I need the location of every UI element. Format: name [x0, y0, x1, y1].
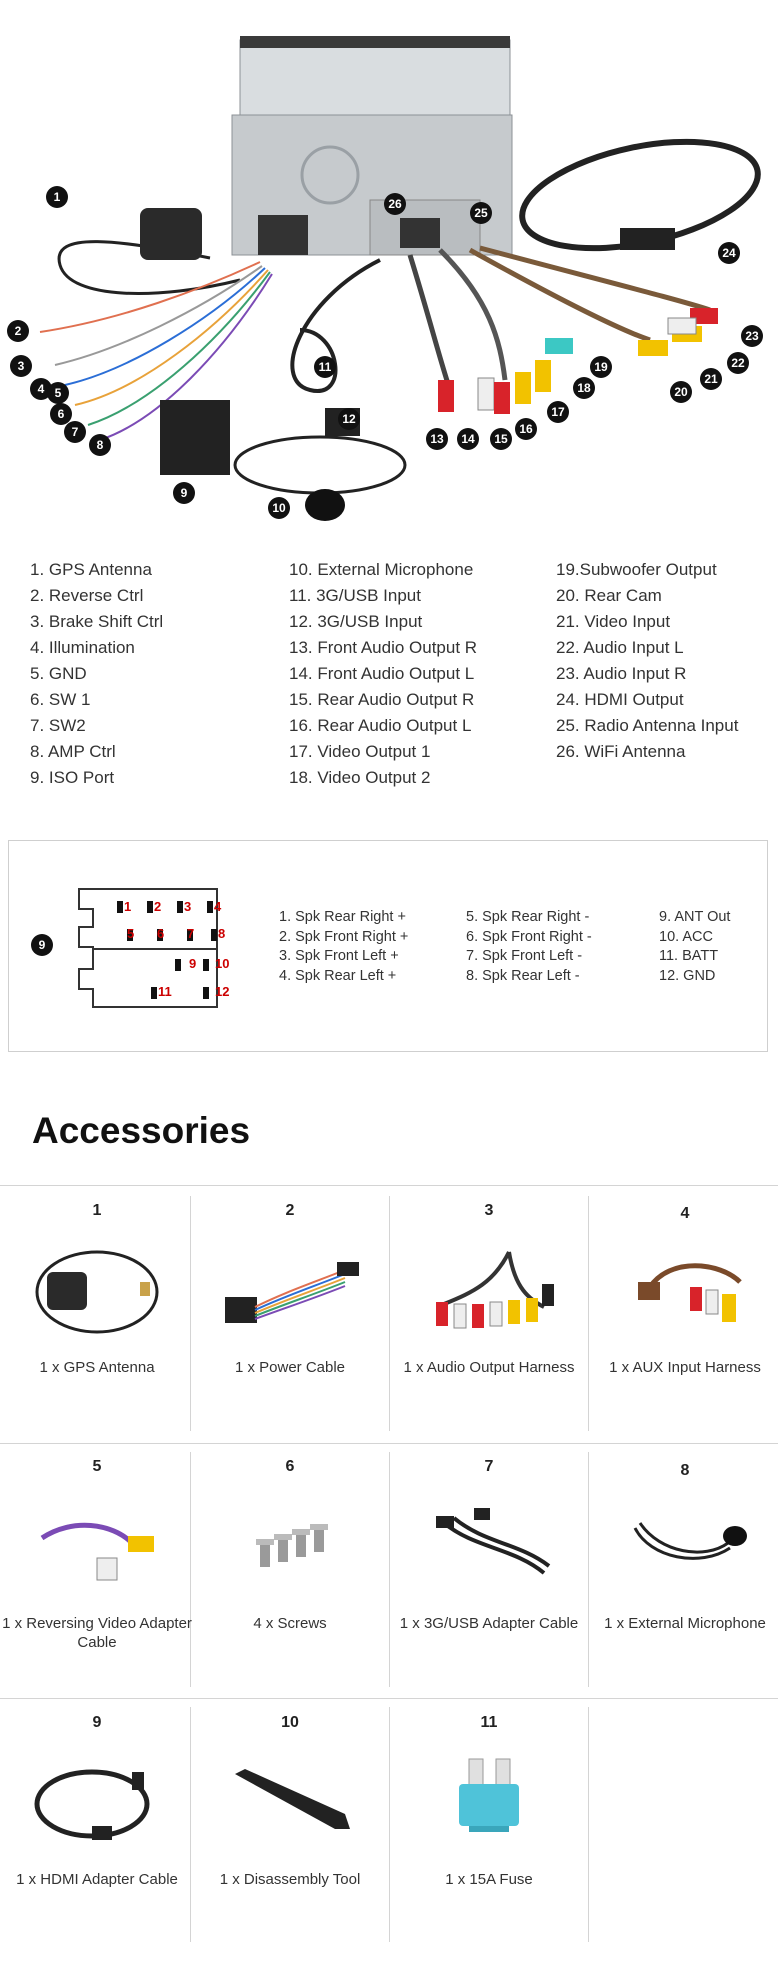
- hdmi-cable-icon: [22, 1744, 172, 1854]
- callout-badge: 16: [515, 418, 537, 440]
- pin-label: 4: [214, 899, 222, 914]
- callout-badge: 12: [338, 408, 360, 430]
- legend-item: 21. Video Input: [556, 612, 671, 631]
- iso-legend-item: 4. Spk Rear Left +: [279, 967, 397, 984]
- accessory-number: 11: [480, 1714, 498, 1731]
- callout-badge: 3: [10, 355, 32, 377]
- callout-badge: 23: [741, 325, 763, 347]
- legend-item: 7. SW2: [30, 716, 86, 735]
- callout-badge: 15: [490, 428, 512, 450]
- legend-item: 15. Rear Audio Output R: [289, 690, 475, 709]
- iso-legend-item: 9. ANT Out: [659, 909, 731, 925]
- accessory-card: [392, 1190, 586, 1440]
- accessory-caption: 1 x Reversing Video Adapter Cable: [2, 1615, 192, 1651]
- legend-item: 23. Audio Input R: [556, 664, 687, 683]
- legend-item: 17. Video Output 1: [289, 742, 431, 761]
- legend-item: 10. External Microphone: [289, 560, 474, 579]
- iso-legend-item: 11. BATT: [659, 948, 719, 964]
- aux-harness-icon: [610, 1232, 760, 1342]
- accessory-number: 8: [680, 1462, 690, 1479]
- legend-item: 19.Subwoofer Output: [556, 560, 717, 579]
- legend-item: 1. GPS Antenna: [30, 560, 152, 579]
- legend-item: 12. 3G/USB Input: [289, 612, 423, 631]
- accessory-caption: 4 x Screws: [253, 1615, 327, 1632]
- accessory-caption: 1 x Power Cable: [234, 1359, 346, 1376]
- accessory-number: 3: [484, 1202, 494, 1219]
- callout-badge: 10: [268, 497, 290, 519]
- callout-badge: 20: [670, 381, 692, 403]
- legend-column-1: [30, 557, 163, 791]
- legend-item: 5. GND: [30, 664, 87, 683]
- callout-badge: 2: [7, 320, 29, 342]
- callout-badge: 7: [64, 421, 86, 443]
- callout-badge: 17: [547, 401, 569, 423]
- iso-legend-item: 1. Spk Rear Right +: [279, 909, 406, 925]
- legend-item: 26. WiFi Antenna: [556, 742, 686, 761]
- iso-legend-column-2: [466, 908, 592, 986]
- callout-badge: 21: [700, 368, 722, 390]
- accessory-card: [0, 1702, 194, 1952]
- divider: [389, 1196, 390, 1431]
- iso-legend-column-1: [279, 908, 408, 986]
- callout-badge: 11: [314, 356, 336, 378]
- accessory-caption: 1 x GPS Antenna: [39, 1359, 155, 1376]
- fuse-icon: [414, 1744, 564, 1854]
- pin-label: 1: [124, 899, 132, 914]
- legend-item: 13. Front Audio Output R: [289, 638, 478, 657]
- callout-badge: 26: [384, 193, 406, 215]
- iso-legend-item: 6. Spk Front Right -: [466, 928, 592, 945]
- legend-item: 14. Front Audio Output L: [289, 664, 475, 683]
- callout-badge: 13: [426, 428, 448, 450]
- divider: [389, 1707, 390, 1942]
- accessory-number: 6: [285, 1458, 295, 1475]
- pin-label: 6: [157, 926, 165, 941]
- accessory-card: [0, 1446, 194, 1696]
- gps-antenna-icon: [22, 1232, 172, 1342]
- divider: [0, 1185, 778, 1186]
- legend-item: 3. Brake Shift Ctrl: [30, 612, 164, 631]
- callout-badge: 1: [46, 186, 68, 208]
- accessory-card: [193, 1702, 387, 1952]
- power-cable-icon: [215, 1232, 365, 1342]
- accessory-number: 9: [92, 1714, 102, 1731]
- legend-item: 16. Rear Audio Output L: [289, 716, 472, 735]
- accessory-caption: 1 x External Microphone: [604, 1615, 766, 1632]
- accessory-number: 5: [92, 1458, 102, 1475]
- legend-item: 22. Audio Input L: [556, 638, 684, 657]
- legend-item: 11. 3G/USB Input: [289, 586, 421, 605]
- legend-item: 8. AMP Ctrl: [30, 742, 116, 761]
- pin-label: 9: [189, 956, 197, 971]
- accessory-card: [0, 1190, 194, 1440]
- pin-label: 2: [154, 899, 162, 914]
- pin-label: 8: [218, 926, 226, 941]
- accessory-caption: 1 x Disassembly Tool: [219, 1871, 361, 1888]
- accessory-card: [588, 1446, 778, 1696]
- legend-item: 6. SW 1: [30, 690, 91, 709]
- accessory-number: 10: [281, 1714, 299, 1731]
- legend-column-3: [556, 557, 738, 765]
- disassembly-tool-icon: [215, 1744, 365, 1854]
- accessory-caption: 1 x 15A Fuse: [445, 1871, 533, 1888]
- callout-badge: 19: [590, 356, 612, 378]
- divider: [0, 1698, 778, 1699]
- accessory-number: 1: [92, 1202, 102, 1219]
- accessories-title: Accessories: [32, 1110, 251, 1151]
- iso-legend-item: 5. Spk Rear Right -: [466, 909, 590, 925]
- accessory-card: [193, 1190, 387, 1440]
- iso-pinout-box: [8, 840, 768, 1052]
- reversing-cable-icon: [22, 1488, 172, 1598]
- accessory-card: [392, 1702, 586, 1952]
- usb-cable-icon: [414, 1488, 564, 1598]
- accessory-caption: 1 x HDMI Adapter Cable: [16, 1871, 178, 1888]
- callout-badge: 25: [470, 202, 492, 224]
- callout-badge: 4: [30, 378, 52, 400]
- pin-label: 10: [215, 956, 230, 971]
- audio-harness-icon: [414, 1232, 564, 1342]
- accessory-card: [588, 1190, 778, 1440]
- accessory-caption: 1 x AUX Input Harness: [609, 1359, 761, 1376]
- pin-label: 7: [187, 926, 195, 941]
- callout-badge: 5: [47, 382, 69, 404]
- accessory-number: 4: [680, 1205, 690, 1222]
- iso-legend-item: 3. Spk Front Left +: [279, 948, 399, 964]
- legend-item: 18. Video Output 2: [289, 768, 431, 787]
- screws-icon: [215, 1488, 365, 1598]
- legend-item: 25. Radio Antenna Input: [556, 716, 739, 735]
- iso-legend-item: 7. Spk Front Left -: [466, 948, 583, 964]
- callout-badge: 8: [89, 434, 111, 456]
- iso-legend-item: 10. ACC: [659, 928, 713, 945]
- divider: [389, 1452, 390, 1687]
- accessory-number: 7: [484, 1458, 494, 1475]
- iso-legend-column-3: [659, 908, 730, 986]
- legend-item: 9. ISO Port: [30, 768, 115, 787]
- legend-item: 4. Illumination: [30, 638, 135, 657]
- accessory-card: [392, 1446, 586, 1696]
- microphone-icon: [610, 1488, 760, 1598]
- pin-label: 11: [158, 984, 172, 999]
- iso-legend-item: 12. GND: [659, 967, 716, 984]
- legend-column-2: [289, 557, 477, 791]
- callout-badge: 18: [573, 377, 595, 399]
- iso-legend-item: 2. Spk Front Right +: [279, 928, 409, 945]
- callout-badge: 22: [727, 352, 749, 374]
- divider: [0, 1443, 778, 1444]
- accessory-number: 2: [285, 1202, 295, 1219]
- pin-label: 5: [127, 926, 135, 941]
- accessory-caption: 1 x Audio Output Harness: [403, 1359, 575, 1376]
- legend-item: 24. HDMI Output: [556, 690, 684, 709]
- iso-legend-item: 8. Spk Rear Left -: [466, 967, 580, 984]
- callout-badge: 14: [457, 428, 479, 450]
- pin-label: 12: [215, 984, 230, 999]
- head-unit-illustration: [0, 0, 778, 540]
- divider: [588, 1707, 589, 1942]
- accessory-caption: 1 x 3G/USB Adapter Cable: [399, 1615, 579, 1632]
- wiring-diagram: [0, 0, 778, 540]
- callout-badge: 6: [50, 403, 72, 425]
- accessory-card: [193, 1446, 387, 1696]
- legend-item: 20. Rear Cam: [556, 586, 662, 605]
- pin-label: 3: [184, 899, 192, 914]
- legend-item: 2. Reverse Ctrl: [30, 586, 144, 605]
- callout-badge: 24: [718, 242, 740, 264]
- iso-port-badge: 9: [31, 934, 53, 956]
- callout-badge: 9: [173, 482, 195, 504]
